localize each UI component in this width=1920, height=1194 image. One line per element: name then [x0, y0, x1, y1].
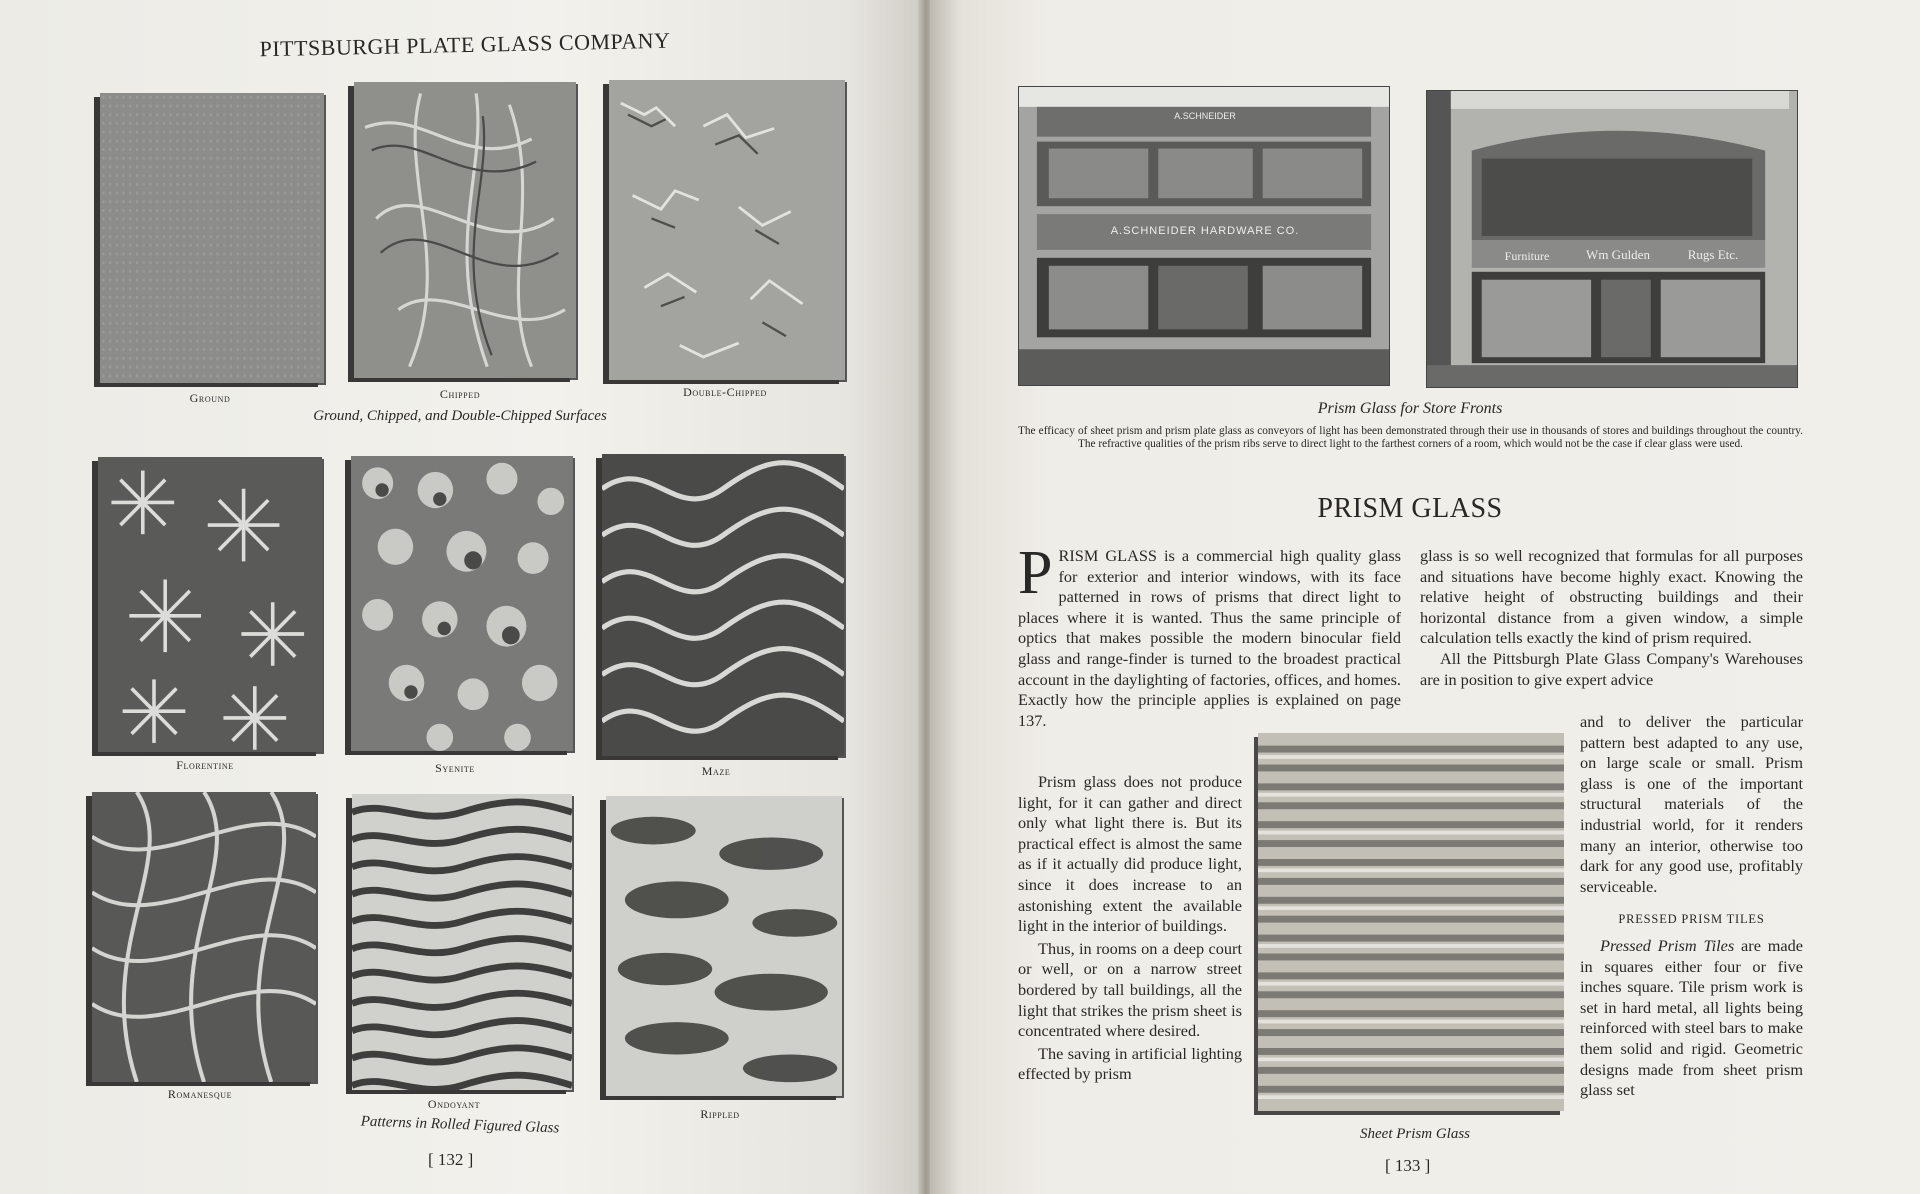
col1-para-3: Thus, in rooms on a deep court or well, or on a narrow street bordered by tall buildings, all the light that strikes the prism sheet is concentrated where desired. [1018, 938, 1242, 1041]
label-ondoyant: Ondoyant [427, 1097, 481, 1111]
running-head: PITTSBURGH PLATE GLASS COMPANY [259, 27, 671, 62]
column-1-bottom [1018, 772, 1242, 1085]
column-2-top [1420, 546, 1803, 690]
sheet-prism-glass-sample [1258, 733, 1564, 1111]
label-florentine: Florentine [176, 758, 234, 772]
caption-surfaces: Ground, Chipped, and Double-Chipped Surfaces [313, 408, 607, 424]
sign-schneider-band: A.SCHNEIDER HARDWARE CO. [1110, 225, 1300, 237]
label-syenite: Syenite [435, 761, 475, 775]
maze-glass-sample [602, 454, 844, 756]
section-title: PRISM GLASS [1317, 493, 1503, 524]
label-romanesque: Romanesque [167, 1087, 233, 1101]
double-chipped-glass-sample [609, 80, 845, 380]
ondoyant-glass-sample [352, 794, 572, 1090]
sign-schneider-top: A.SCHNEIDER [1174, 111, 1236, 121]
col1-para-4: The saving in artificial lighting effected by prism [1018, 1043, 1242, 1084]
sign-furniture: Furniture [1504, 249, 1550, 263]
label-double-chipped: Double-Chipped [683, 385, 767, 399]
subhead-pressed-prism-tiles: PRESSED PRISM TILES [1618, 912, 1765, 927]
label-rippled: Rippled [700, 1107, 740, 1121]
column-2-bottom [1580, 712, 1803, 1101]
col2-para-2b: and to deliver the particular pattern best adapted to any use, on large scale or small. Prism glass is one of the important structural materials of the industrial world, for it renders many an interior, otherwise too dark for any good use, profitably serviceable. [1580, 712, 1803, 896]
rippled-glass-sample [606, 796, 842, 1096]
drop-cap: P [1018, 539, 1053, 607]
photo-caption: Prism Glass for Store Fronts [1317, 400, 1503, 417]
romanesque-glass-sample [92, 792, 316, 1082]
col1-para-1: RISM GLASS is a commercial high quality glass for exterior and interior windows, with its face patterned in rows of prisms that direct light to places where it is wanted. Thus the same principle of optics that makes possible the modern binocular field glass and range-finder is turned to the broadest practical account in the daylighting of factories, offices, and homes. Exactly how the principle applies is explained on page 137. [1018, 546, 1401, 730]
florentine-glass-sample [98, 457, 322, 752]
col2-para-2a: All the Pittsburgh Plate Glass Company's Warehouses are in position to give expert advice [1420, 648, 1803, 689]
sign-gulden: Wm Gulden [1586, 247, 1650, 262]
label-ground: Ground [189, 391, 231, 405]
ground-glass-sample [100, 93, 324, 383]
sheet-caption: Sheet Prism Glass [1360, 1126, 1470, 1142]
col2-para-3: are made in squares either four or five inches square. Tile prism work is set in hard metal, all lights being reinforced with steel bars to make them solid and rigid. Geometric designs made from sheet prism glass set [1580, 935, 1803, 1100]
sign-rugs: Rugs Etc. [1687, 247, 1739, 262]
col2-para-3-italic: Pressed Prism Tiles [1600, 935, 1735, 955]
col1-para-2: Prism glass does not produce light, for it can gather and direct only what light there is. But its practical effect is almost the same as if it actually did produce light, since it does increase to an astonishing extent the available light in the interior of buildings. [1018, 772, 1242, 936]
store-front-photo-gulden [1426, 90, 1798, 388]
label-chipped: Chipped [439, 387, 481, 401]
photo-note: The efficacy of sheet prism and prism plate glass as conveyors of light has been demonstrated through their use in thousands of stores and buildings throughout the country. The refractive qualities of the prism ribs serve to direct light to the farthest corners of a room, which would not be the case if clear glass were used. [1018, 425, 1803, 450]
syenite-glass-sample [351, 456, 573, 751]
column-1-top [1018, 539, 1401, 731]
store-front-photo-schneider [1018, 86, 1390, 386]
chipped-glass-sample [354, 82, 576, 378]
folio-left: [ 132 ] [428, 1150, 474, 1169]
folio-right: [ 133 ] [1385, 1156, 1431, 1175]
caption-patterns: Patterns in Rolled Figured Glass [360, 1113, 560, 1137]
label-maze: Maze [701, 764, 731, 778]
col2-para-1: glass is so well recognized that formulas for all purposes and situations have become highly exact. Knowing the relative height of obstructing buildings and their horizontal distance from a given window, a simple calculation tells exactly the kind of prism required. [1420, 546, 1803, 648]
